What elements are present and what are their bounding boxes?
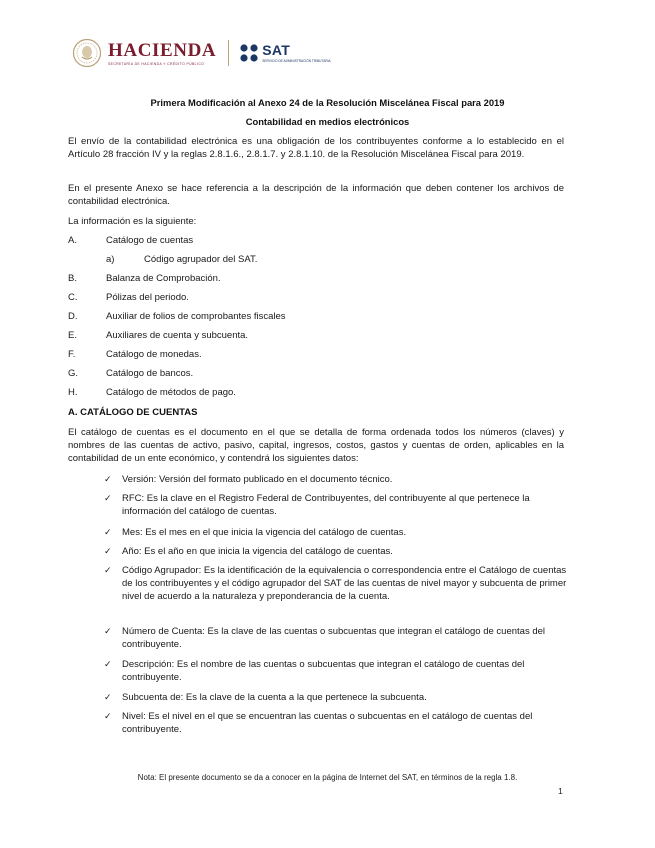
list-item-marker: D. <box>68 311 78 322</box>
bullet-item <box>104 691 567 704</box>
bullet-text: Versión: Versión del formato publicado en el documento técnico. <box>122 474 393 485</box>
page-number: 1 <box>558 786 563 796</box>
hacienda-title: HACIENDA <box>108 39 217 61</box>
bullet-item <box>104 564 567 604</box>
bullet-item <box>104 545 567 558</box>
list-item-text: Código agrupador del SAT. <box>144 254 258 265</box>
section-a-paragraph: El catálogo de cuentas es el documento en el que se detalla de forma ordenada todos los números (claves) y nombres de las cuentas de activo, pasivo, capital, ingresos, costos, gastos y cuentas de orden, aplicables en la contabilidad de un ente económico, y contendrá los siguientes datos: <box>68 427 564 465</box>
checkmark-icon: ✓ <box>104 493 112 503</box>
bullet-item <box>104 492 567 518</box>
checkmark-icon: ✓ <box>104 659 112 669</box>
list-item-marker: B. <box>68 273 77 284</box>
sat-logo <box>262 43 330 63</box>
list-item-text: Catálogo de cuentas <box>106 235 194 246</box>
sat-title: SAT <box>262 42 291 58</box>
sat-subtitle: SERVICIO DE ADMINISTRACIÓN TRIBUTARIA <box>262 59 331 63</box>
bullet-item <box>104 526 567 539</box>
bullet-text: Número de Cuenta: Es la clave de las cuentas o subcuentas que integran el catálogo de cuentas del contribuyente. <box>122 626 546 651</box>
bullet-item <box>104 473 567 486</box>
hacienda-logo <box>108 41 216 66</box>
header-logos <box>72 36 331 70</box>
bullet-text: Año: Es el año en que inicia la vigencia del catálogo de cuentas. <box>122 546 393 557</box>
document-subtitle: Contabilidad en medios electrónicos <box>245 116 410 127</box>
bullet-text: Nivel: Es el nivel en el que se encuentran las cuentas o subcuentas en el catálogo de cuentas del contribuyente. <box>122 711 533 736</box>
list-item-text: Balanza de Comprobación. <box>106 273 221 284</box>
list-item-text: Pólizas del periodo. <box>106 292 189 303</box>
document-title: Primera Modificación al Anexo 24 de la Resolución Miscelánea Fiscal para 2019 <box>150 97 505 108</box>
bullet-item <box>104 625 567 651</box>
intro-paragraph-1: El envío de la contabilidad electrónica es una obligación de los contribuyentes conforme a lo establecido en el Artículo 28 fracción IV y la reglas 2.8.1.6., 2.8.1.7. y 2.8.1.10. de la Resolución Miscelánea Fiscal para 2019. <box>68 136 564 161</box>
bullet-text: Código Agrupador: Es la identificación de la equivalencia o correspondencia entre el Catálogo de cuentas de los contribuyentes y el código agrupador del SAT de las cuentas de nivel mayor y subcuenta de primer nivel de acuerdo a la naturaleza y preponderancia de la cuenta. <box>122 565 567 603</box>
checkmark-icon: ✓ <box>104 565 112 575</box>
national-seal-icon <box>72 38 102 68</box>
intro-paragraph-2: En el presente Anexo se hace referencia a la descripción de la información que deben contener los archivos de contabilidad electrónica. <box>68 183 564 208</box>
list-item-marker: H. <box>68 387 78 398</box>
list-item-text: Catálogo de monedas. <box>106 349 202 360</box>
checkmark-icon: ✓ <box>104 546 112 556</box>
sat-logo-icon <box>239 43 259 63</box>
header-divider <box>228 40 229 66</box>
list-item-marker: E. <box>68 330 77 341</box>
list-item-marker: a) <box>106 254 115 265</box>
list-item-text: Auxiliar de folios de comprobantes fiscales <box>106 311 286 322</box>
hacienda-subtitle: SECRETARÍA DE HACIENDA Y CRÉDITO PÚBLICO <box>108 61 205 66</box>
checkmark-icon: ✓ <box>104 711 112 721</box>
intro-paragraph-3: La información es la siguiente: <box>68 216 197 227</box>
list-item-text: Auxiliares de cuenta y subcuenta. <box>106 330 249 341</box>
bullet-text: Mes: Es el mes en el que inicia la vigencia del catálogo de cuentas. <box>122 527 407 538</box>
bullet-item <box>104 710 567 736</box>
bullet-text: Subcuenta de: Es la clave de la cuenta a la que pertenece la subcuenta. <box>122 692 427 703</box>
section-a-heading: A. CATÁLOGO DE CUENTAS <box>68 407 198 418</box>
checkmark-icon: ✓ <box>104 527 112 537</box>
bullet-item <box>104 658 567 684</box>
list-item-text: Catálogo de bancos. <box>106 368 194 379</box>
list-item-marker: C. <box>68 292 78 303</box>
list-item-marker: A. <box>68 235 77 246</box>
footer-note: Nota: El presente documento se da a conocer en la página de Internet del SAT, en términos de la regla 1.8. <box>137 773 518 782</box>
checkmark-icon: ✓ <box>104 474 112 484</box>
checkmark-icon: ✓ <box>104 626 112 636</box>
list-item-text: Catálogo de métodos de pago. <box>106 387 236 398</box>
checkmark-icon: ✓ <box>104 692 112 702</box>
list-item-marker: G. <box>68 368 79 379</box>
bullet-text: Descripción: Es el nombre de las cuentas o subcuentas que integran el catálogo de cuentas del contribuyente. <box>122 659 525 684</box>
bullet-text: RFC: Es la clave en el Registro Federal de Contribuyentes, del contribuyente al que pertenece la información del catálogo de cuentas. <box>122 493 530 518</box>
list-item-marker: F. <box>68 349 76 360</box>
